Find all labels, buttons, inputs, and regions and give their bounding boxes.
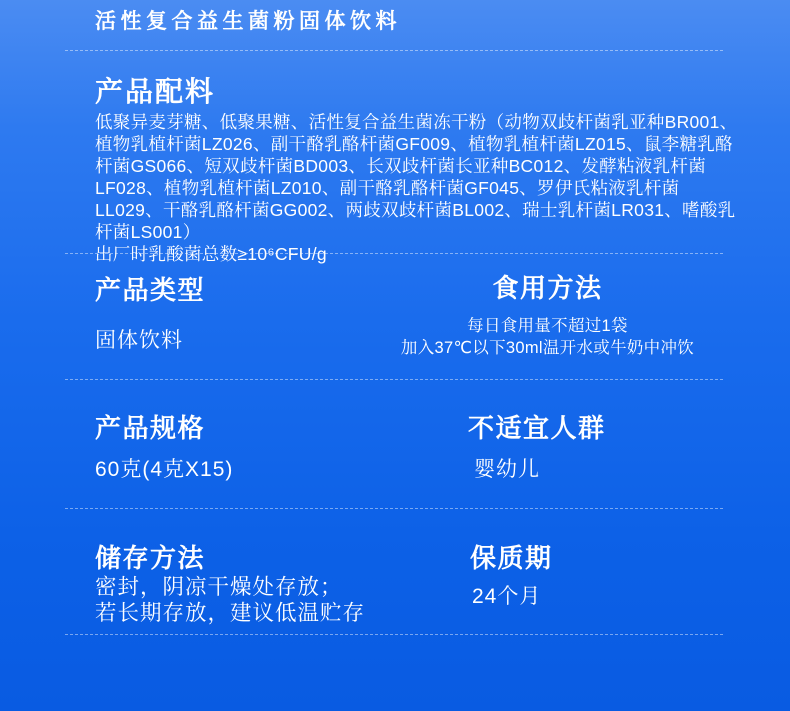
ingredients-body: 低聚异麦芽糖、低聚果糖、活性复合益生菌冻干粉（动物双歧杆菌乳亚种BR001、植物乳植杆菌LZ026、副干酪乳酪杆菌GF009、植物乳植杆菌LZ015、鼠李糖乳酪杆菌GS066、短双歧杆菌BD003、长双歧杆菌长亚种BC012、发酵粘液乳杆菌LF028、植物乳植杆菌LZ010、副干酪乳酪杆菌GF045、罗伊氏粘液乳杆菌LL029、干酪乳酪杆菌GG002、两歧双歧杆菌BL002、瑞士乳杆菌LR031、嗜酸乳杆菌LS001） xyxy=(95,112,738,242)
section-divider xyxy=(65,634,723,635)
product-type-heading: 产品类型 xyxy=(95,275,206,305)
storage-heading: 储存方法 xyxy=(95,543,206,573)
product-type-value: 固体饮料 xyxy=(95,329,183,352)
section-divider xyxy=(65,253,723,254)
section-divider xyxy=(65,379,723,380)
ingredients-text xyxy=(95,111,743,265)
spec-value: 60克(4克X15) xyxy=(95,458,234,481)
storage-line-2: 若长期存放，建议低温贮存 xyxy=(95,601,366,625)
section-divider xyxy=(65,508,723,509)
storage-line-1: 密封，阴凉干燥处存放； xyxy=(95,575,343,599)
shelf-life-value: 24个月 xyxy=(472,585,542,608)
ingredients-heading: 产品配料 xyxy=(95,76,216,107)
usage-heading: 食用方法 xyxy=(492,273,603,303)
unsuitable-value: 婴幼儿 xyxy=(474,458,540,481)
unsuitable-heading: 不适宜人群 xyxy=(468,413,606,443)
spec-heading: 产品规格 xyxy=(95,413,206,443)
section-divider xyxy=(65,50,723,51)
shelf-life-heading: 保质期 xyxy=(470,543,553,573)
usage-block xyxy=(380,268,715,359)
usage-line-2: 加入37℃以下30ml温开水或牛奶中冲饮 xyxy=(400,339,695,357)
storage-text xyxy=(95,574,365,626)
ingredients-cfu-note: 出厂时乳酸菌总数≥10⁶CFU/g xyxy=(95,244,327,264)
page-title: 活性复合益生菌粉固体饮料 xyxy=(95,10,401,33)
usage-line-1: 每日食用量不超过1袋 xyxy=(467,317,628,335)
